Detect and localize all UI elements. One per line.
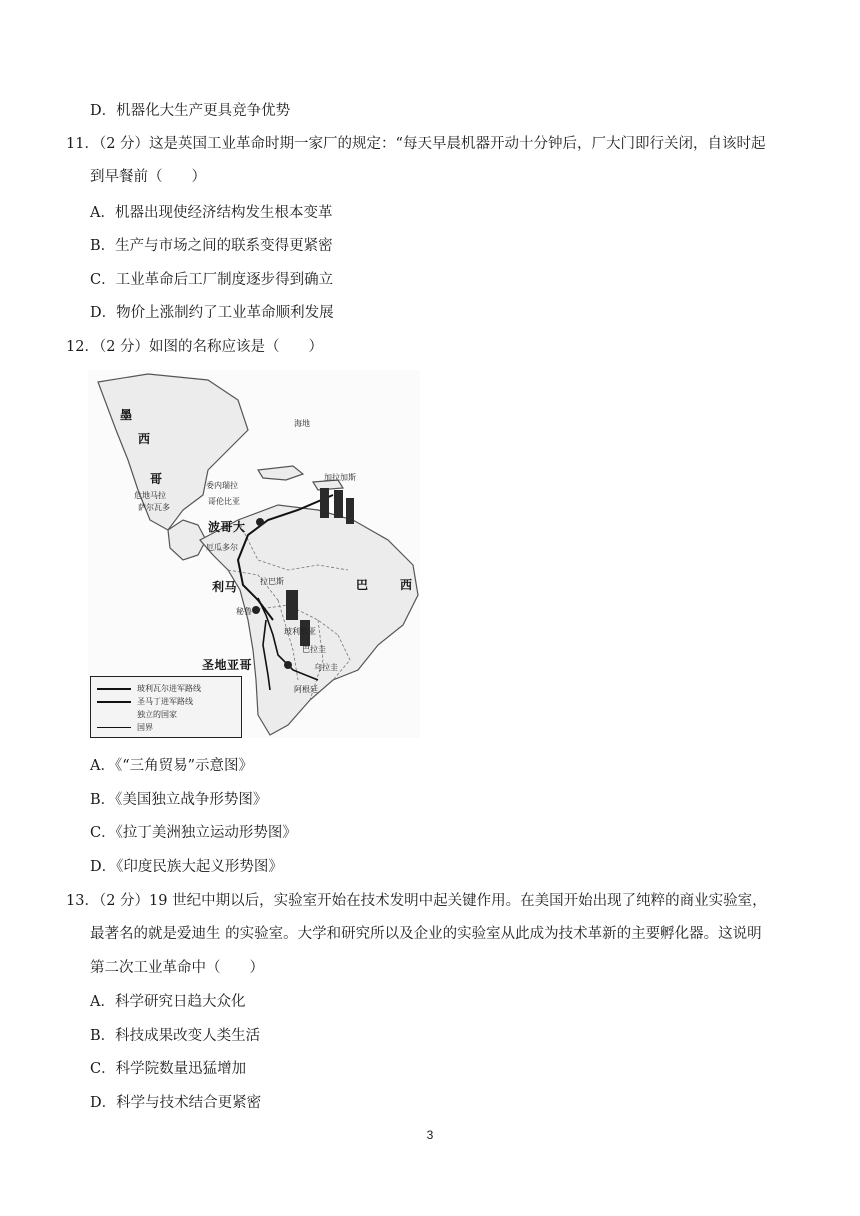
page-number: 3	[426, 1128, 434, 1142]
q11-stem-line2: 到早餐前（ ）	[90, 169, 206, 185]
q12-stem: 12．（2 分）如图的名称应该是（ ）	[66, 339, 324, 355]
map-label-uruguay: 乌拉圭	[314, 663, 338, 672]
map-label-brazil-2: 西	[400, 578, 413, 592]
map-label-paraguay: 巴拉圭	[302, 645, 326, 654]
q11-stem-line1: 11．（2 分）这是英国工业革命时期一家厂的规定：“每天早晨机器开动十分钟后，厂大门即行关闭，自该时起	[66, 136, 766, 152]
q12-option-a: A．《“三角贸易”示意图》	[90, 758, 254, 774]
q12-option-d: D．《印度民族大起义形势图》	[90, 859, 283, 875]
legend-independent: 独立的国家	[137, 710, 177, 719]
q13-stem-line1: 13．（2 分）19 世纪中期以后，实验室开始在技术发明中起关键作用。在美国开始出现了纯粹的商业实验室，	[66, 893, 767, 909]
q13-option-a: A．科学研究日趋大众化	[90, 994, 246, 1010]
map-label-peru: 秘鲁	[236, 607, 252, 616]
map-label-venezuela: 委内瑞拉	[206, 481, 238, 490]
map-label-bogota: 波哥大	[208, 520, 246, 534]
q12-option-c: C．《拉丁美洲独立运动形势图》	[90, 825, 297, 841]
map-label-santiago: 圣地亚哥	[202, 658, 253, 672]
map-label-lima: 利马	[212, 580, 238, 594]
q11-option-b: B．生产与市场之间的联系变得更紧密	[90, 238, 333, 254]
map-label-ecuador: 厄瓜多尔	[206, 543, 238, 552]
q13-option-d: D．科学与技术结合更紧密	[90, 1095, 262, 1111]
q11-option-a: A．机器出现使经济结构发生根本变革	[90, 205, 333, 221]
map-label-guatemala: 危地马拉	[134, 491, 166, 500]
latin-america-map	[88, 370, 420, 738]
q13-stem-line2: 最著名的就是爱迪生 的实验室。大学和研究所以及企业的实验室从此成为技术革新的主要孵化器。这说明	[90, 926, 762, 942]
legend-san-martin: 圣马丁进军路线	[97, 696, 193, 708]
map-label-brazil-1: 巴	[356, 578, 369, 592]
map-label-mexico-3: 哥	[150, 472, 163, 486]
map-label-colombia: 哥伦比亚	[208, 497, 240, 506]
map-label-la-paz: 拉巴斯	[260, 577, 284, 586]
legend-border-swatch	[97, 727, 131, 728]
map-label-mexico-2: 西	[138, 432, 151, 446]
q10-option-d: D．机器化大生产更具竞争优势	[90, 103, 291, 119]
map-legend	[90, 676, 242, 738]
legend-san-martin-swatch	[97, 701, 131, 703]
map-label-haiti: 海地	[294, 419, 310, 428]
q11-option-c: C．工业革命后工厂制度逐步得到确立	[90, 272, 334, 288]
q12-option-b: B．《美国独立战争形势图》	[90, 792, 268, 808]
legend-border: 国界	[97, 722, 153, 734]
legend-bolivar-swatch	[97, 688, 131, 690]
map-label-mexico-1: 墨	[120, 408, 133, 422]
q13-stem-line3: 第二次工业革命中（ ）	[90, 960, 264, 976]
q13-option-c: C．科学院数量迅猛增加	[90, 1061, 247, 1077]
map-label-caracas: 加拉加斯	[324, 473, 356, 482]
map-label-bolivia: 玻利维亚	[284, 627, 316, 636]
legend-bolivar: 玻利瓦尔进军路线	[97, 683, 201, 695]
map-label-salvador: 萨尔瓦多	[138, 503, 170, 512]
q11-option-d: D．物价上涨制约了工业革命顺利发展	[90, 305, 334, 321]
map-label-argentina: 阿根廷	[294, 685, 318, 694]
q13-option-b: B．科技成果改变人类生活	[90, 1028, 261, 1044]
